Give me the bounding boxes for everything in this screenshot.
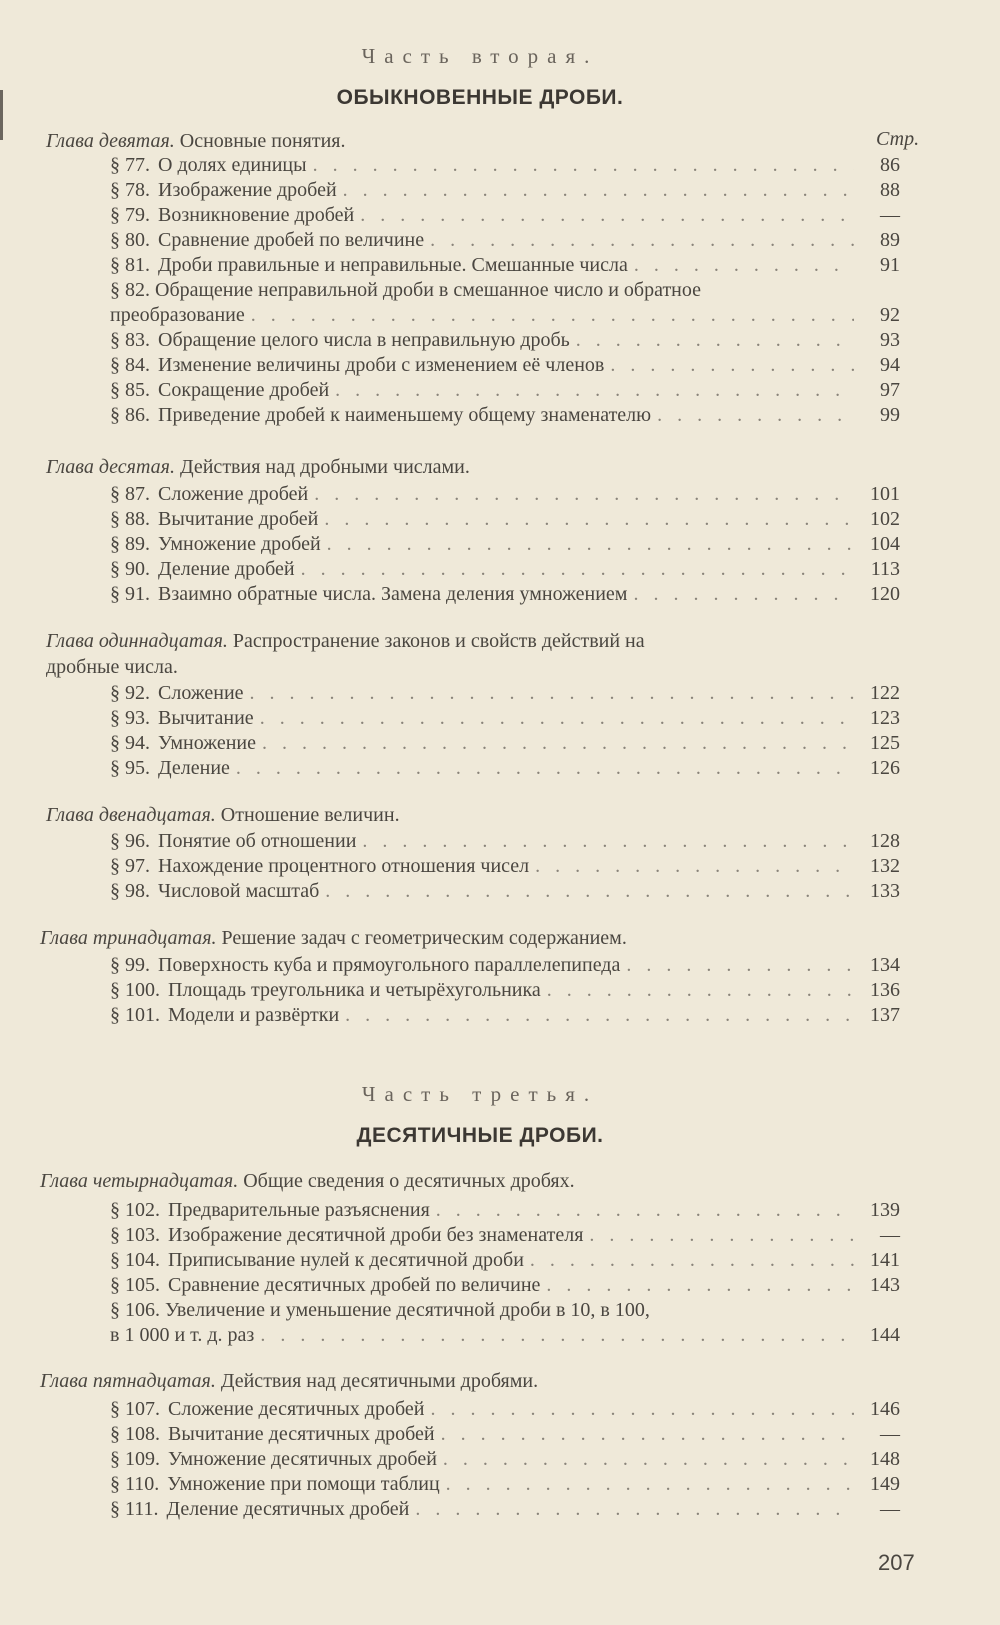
section-title: Изображение десятичной дроби без знаменателя [168,1224,584,1246]
section-title: Приписывание нулей к десятичной дроби [168,1249,524,1271]
chapter-label: Глава девятая. [46,130,175,152]
toc-entry[interactable] [110,879,900,904]
page-ref: 133 [870,880,900,902]
toc-entry-first-line[interactable] [110,1298,650,1323]
section-title: Изображение дробей [158,179,337,201]
section-title: Сравнение десятичных дробей по величине [168,1274,541,1296]
section-number: § 104. [110,1249,160,1271]
section-title: Умножение [158,732,256,754]
toc-entry[interactable] [110,353,900,378]
toc-entry[interactable] [110,328,900,353]
toc-entry[interactable] [110,1003,900,1028]
section-title: Умножение при помощи таблиц [167,1473,440,1495]
toc-entry[interactable] [110,1422,900,1447]
toc-entry[interactable] [110,1198,900,1223]
page-ref: 144 [870,1324,900,1346]
leader-dots [633,582,854,607]
toc-entry[interactable] [110,706,900,731]
page-ref: 94 [880,354,900,376]
page-ref: 86 [880,154,900,176]
toc-entry[interactable] [110,1248,900,1273]
leader-dots [634,253,854,278]
page-ref: 99 [880,404,900,426]
section-number: § 80. [110,229,150,251]
part-two-title: Часть вторая. [361,44,599,68]
chapter-heading [46,454,470,480]
section-number: § 111. [110,1498,159,1520]
leader-dots [610,353,854,378]
leader-dots [360,203,854,228]
chapter-heading [40,1168,575,1194]
page-ref: 139 [870,1199,900,1221]
leader-dots [589,1223,854,1248]
page-ref: 104 [870,533,900,555]
leader-dots [313,153,854,178]
page-ref: 89 [880,229,900,251]
section-number: § 96. [110,830,150,852]
section-title: Дроби правильные и неправильные. Смешанные числа [158,254,628,276]
section-title: Умножение дробей [158,533,321,555]
toc-entry[interactable] [110,557,900,582]
chapter-heading [46,128,346,154]
section-title: Обращение целого числа в неправильную дробь [158,329,570,351]
page-ref: 136 [870,979,900,1001]
section-title: Обращение неправильной дроби в смешанное число и обратное [155,279,702,301]
section-title: Увеличение и уменьшение десятичной дроби в 10, в 100, [165,1299,650,1321]
page-ref: 92 [880,304,900,326]
section-number: § 101. [110,1004,160,1026]
chapter-label: Глава тринадцатая. [40,927,217,949]
section-number: § 92. [110,682,150,704]
section-number: § 102. [110,1199,160,1221]
page-ref: 102 [870,508,900,530]
section-number: § 91. [110,583,150,605]
toc-entry-continuation[interactable] [110,1323,900,1348]
leader-dots [335,378,854,403]
section-number: § 109. [110,1448,160,1470]
toc-entry[interactable] [110,403,900,428]
chapter-title: Основные понятия. [179,130,346,152]
section-title: Площадь треугольника и четырёхугольника [168,979,541,1001]
chapter-title: Действия над десятичными дробями. [220,1370,539,1392]
section-number: § 87. [110,483,150,505]
section-title: Понятие об отношении [158,830,357,852]
leader-dots [327,532,854,557]
toc-entry-continuation[interactable] [110,303,900,328]
leader-dots [250,681,854,706]
toc-entry[interactable] [110,1447,900,1472]
toc-entry[interactable] [110,854,900,879]
leader-dots [443,1447,854,1472]
leader-dots [362,829,854,854]
leader-dots [441,1422,854,1447]
chapter-label: Глава одиннадцатая. [46,630,228,652]
chapter-label: Глава четырнадцатая. [40,1170,239,1192]
section-title: Вычитание десятичных дробей [168,1423,435,1445]
leader-dots [657,403,854,428]
leader-dots [415,1497,854,1522]
section-title: Сложение десятичных дробей [168,1398,425,1420]
section-number: § 78. [110,179,150,201]
part-two-name: ОБЫКНОВЕННЫЕ ДРОБИ. [336,86,624,109]
page-ref: 93 [880,329,900,351]
section-number: § 95. [110,757,150,779]
page-ref: 123 [870,707,900,729]
leader-dots [324,507,854,532]
section-title-continuation: преобразование [110,304,245,326]
section-title: Нахождение процентного отношения чисел [158,855,530,877]
section-number: § 77. [110,154,150,176]
section-number: § 107. [110,1398,160,1420]
section-number: § 105. [110,1274,160,1296]
toc-entry[interactable] [110,532,900,557]
section-number: § 97. [110,855,150,877]
leader-dots [314,482,854,507]
toc-entry[interactable] [110,507,900,532]
chapter-title: Отношение величин. [220,804,400,826]
section-number: § 79. [110,204,150,226]
toc-entry[interactable] [110,1397,900,1422]
page-column-header: Стр. [876,128,920,150]
section-title: Поверхность куба и прямоугольного параллелепипеда [158,954,621,976]
chapter-title: Распространение законов и свойств действий на [232,630,645,652]
section-title: Приведение дробей к наименьшему общему знаменателю [158,404,652,426]
leader-dots [546,1273,854,1298]
page-ref: 141 [870,1249,900,1271]
section-number: § 106. [110,1299,160,1321]
page-ref: 97 [880,379,900,401]
leader-dots [251,303,854,328]
chapter-label: Глава десятая. [46,456,175,478]
section-title: Предварительные разъяснения [168,1199,430,1221]
section-title: Сложение дробей [158,483,309,505]
toc-entry[interactable] [110,482,900,507]
chapter-title-continuation: дробные числа. [46,656,178,678]
page-number: 207 [878,1550,915,1575]
leader-dots [547,978,854,1003]
section-number: § 84. [110,354,150,376]
page-ref: 91 [880,254,900,276]
page-ref: — [880,204,900,226]
section-number: § 108. [110,1423,160,1445]
toc-entry[interactable] [110,1273,900,1298]
section-title: Деление дробей [158,558,295,580]
toc-entry-first-line[interactable] [110,278,701,303]
leader-dots [301,557,854,582]
chapter-heading [40,925,627,951]
page-ref: 146 [870,1398,900,1420]
section-title: Возникновение дробей [158,204,355,226]
page-ref: 113 [870,558,900,580]
section-title: О долях единицы [158,154,307,176]
page-ref: 122 [870,682,900,704]
leader-dots [530,1248,854,1273]
page-ref: 134 [870,954,900,976]
toc-entry[interactable] [110,378,900,403]
leader-dots [343,178,854,203]
section-number: § 103. [110,1224,160,1246]
toc-entry[interactable] [110,582,900,607]
page-ref: 149 [870,1473,900,1495]
page-ref: 148 [870,1448,900,1470]
section-number: § 99. [110,954,150,976]
page-ref: 125 [870,732,900,754]
chapter-label: Глава двенадцатая. [46,804,216,826]
page-ref: 143 [870,1274,900,1296]
toc-entry[interactable] [110,756,900,781]
leader-dots [260,706,854,731]
toc-entry[interactable] [110,253,900,278]
leader-dots [262,731,854,756]
leader-dots [535,854,854,879]
page-ref: 137 [870,1004,900,1026]
chapter-heading [40,1368,538,1394]
toc-entry[interactable] [110,1223,900,1248]
page-ref: 120 [870,583,900,605]
section-number: § 82. [110,279,150,301]
section-number: § 86. [110,404,150,426]
section-title: Взаимно обратные числа. Замена деления умножением [158,583,628,605]
page-ref: 128 [870,830,900,852]
toc-entry[interactable] [110,203,900,228]
toc-entry[interactable] [110,1497,900,1522]
leader-dots [236,756,854,781]
section-number: § 94. [110,732,150,754]
chapter-label: Глава пятнадцатая. [40,1370,216,1392]
part-three-title: Часть третья. [361,1082,599,1106]
section-title: Деление десятичных дробей [166,1498,410,1520]
section-title-continuation: в 1 000 и т. д. раз [110,1324,255,1346]
leader-dots [626,953,854,978]
leader-dots [430,1397,854,1422]
toc-entry[interactable] [110,829,900,854]
chapter-heading [46,628,645,654]
section-title: Вычитание [158,707,254,729]
page-ref: — [880,1224,900,1246]
toc-entry[interactable] [110,178,900,203]
leader-dots [325,879,854,904]
leader-dots [436,1198,854,1223]
section-title: Умножение десятичных дробей [168,1448,437,1470]
page-ref: 88 [880,179,900,201]
toc-entry[interactable] [110,1472,900,1497]
section-title: Сравнение дробей по величине [158,229,425,251]
leader-dots [430,228,854,253]
section-number: § 93. [110,707,150,729]
section-title: Деление [158,757,230,779]
chapter-heading [46,802,400,828]
page-ref: 101 [870,483,900,505]
section-number: § 98. [110,880,150,902]
leader-dots [345,1003,854,1028]
section-number: § 110. [110,1473,160,1495]
leader-dots [446,1472,854,1497]
leader-dots [576,328,854,353]
page-ref: 126 [870,757,900,779]
page-ref: — [880,1498,900,1520]
section-title: Вычитание дробей [158,508,319,530]
section-title: Модели и развёртки [168,1004,340,1026]
toc-entry[interactable] [110,228,900,253]
toc-entry[interactable] [110,681,900,706]
section-number: § 85. [110,379,150,401]
toc-entry[interactable] [110,953,900,978]
section-title: Изменение величины дроби с изменением её членов [158,354,605,376]
section-number: § 88. [110,508,150,530]
leader-dots [260,1323,854,1348]
page-ref: — [880,1423,900,1445]
section-number: § 100. [110,979,160,1001]
part-three-name: ДЕСЯТИЧНЫЕ ДРОБИ. [356,1124,604,1147]
section-number: § 89. [110,533,150,555]
section-title: Сложение [158,682,244,704]
section-title: Числовой масштаб [158,880,320,902]
chapter-title: Общие сведения о десятичных дробях. [243,1170,575,1192]
chapter-title: Решение задач с геометрическим содержанием. [221,927,627,949]
section-number: § 83. [110,329,150,351]
section-number: § 90. [110,558,150,580]
section-number: § 81. [110,254,150,276]
section-title: Сокращение дробей [158,379,330,401]
page-ref: 132 [870,855,900,877]
toc-entry[interactable] [110,978,900,1003]
toc-entry[interactable] [110,153,900,178]
toc-entry[interactable] [110,731,900,756]
chapter-title: Действия над дробными числами. [179,456,470,478]
